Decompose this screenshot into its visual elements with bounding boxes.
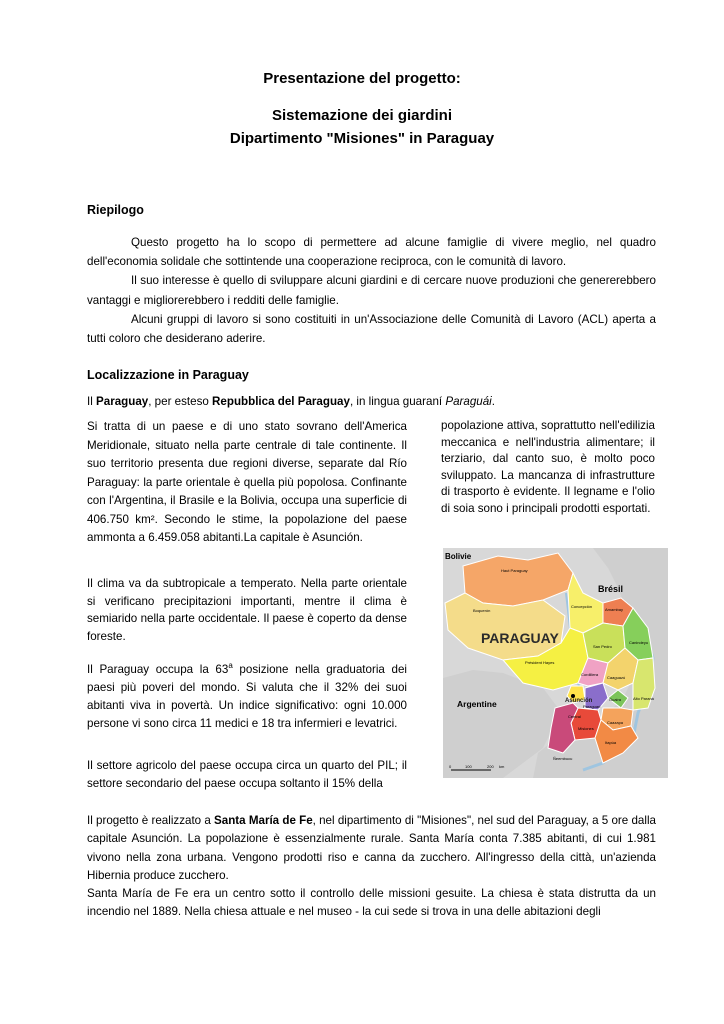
santa-maria-section [87, 812, 656, 922]
paraguay-map [443, 548, 668, 778]
map-dept-label: Caaguazú [607, 675, 626, 680]
left-column-paragraph-2: Il clima va da subtropicale a temperato. Nella parte orientale si verificano precipitazioni importanti, mentre il clima è semiarido nella parte occidentale. Il paese è coperto da dense foreste. [87, 577, 407, 644]
map-label-bresil: Brésil [598, 584, 624, 594]
map-dept-label: Misiones [578, 726, 594, 731]
map-dept-label: Itapúa [605, 740, 617, 745]
map-label-asuncion: Asunción [565, 698, 593, 704]
localizzazione-heading: Localizzazione in Paraguay [87, 368, 249, 382]
map-dept-label: Concepción [571, 604, 593, 609]
map-dept-label: Cordillera [581, 672, 599, 677]
map-dept-label: Central [568, 714, 581, 719]
intro-text: , in lingua guaraní [349, 395, 446, 408]
santa-maria-paragraph-1 [87, 812, 656, 885]
map-scale-label-200: 200 [487, 764, 494, 769]
title-line-1: Presentazione del progetto: [263, 70, 461, 87]
riepilogo-body [87, 233, 656, 348]
map-dept-label: Caazapa [607, 720, 624, 725]
left-column-paragraph-4: Il settore agricolo del paese occupa circa un quarto del PIL; il settore secondario del paese occupa soltanto il 15% della [87, 759, 407, 790]
left-column-paragraph-3 [87, 657, 407, 733]
map-label-paraguay: PARAGUAY [481, 630, 559, 646]
riepilogo-paragraph-3: Alcuni gruppi di lavoro si sono costituiti in un'Associazione delle Comunità di Lavoro (ACL) aperta a tutti coloro che desiderano aderire. [87, 312, 656, 346]
paraguay-intro [87, 392, 656, 411]
paraguay-map-svg [443, 548, 668, 778]
intro-italic-paraguai: Paraguái [445, 395, 492, 408]
bold-santa-maria: Santa María de Fe [214, 814, 313, 827]
right-column-paragraph: popolazione attiva, soprattutto nell'edilizia meccanica e nell'industria alimentare; il terziario, dal canto suo, è molto poco sviluppato. La mancanza di infrastrutture di trasporto è evidente. Il legname e l'olio di soia sono i principali prodotti esportati. [441, 419, 655, 515]
intro-bold-paraguay: Paraguay [96, 395, 149, 408]
intro-bold-repubblica: Repubblica del Paraguay [212, 395, 350, 408]
map-dept-label: Boquerón [473, 608, 491, 613]
map-dept-label: Alto Paraná [633, 696, 654, 701]
map-dept-label: Ñeembucu [553, 756, 573, 761]
intro-text: , per esteso [148, 395, 213, 408]
map-scale-label-100: 100 [465, 764, 472, 769]
map-label-argentine: Argentine [457, 699, 497, 709]
map-dept-label: Paraguari [583, 704, 601, 709]
title-line-2: Sistemazione dei giardini [271, 107, 453, 124]
text-fragment: posizione nella graduatoria dei paesi più poveri del mondo. Si valuta che il 32% dei suoi abitanti viva in povertà. Un indice significativo: ogni 10.000 persone vi sono circa 11 medici e 18 tra infermieri e levatrici. [87, 662, 407, 730]
map-dept-label: Amambay [605, 607, 624, 612]
riepilogo-heading: Riepilogo [87, 203, 144, 217]
text-fragment: Il Paraguay occupa la 63 [87, 662, 229, 676]
riepilogo-paragraph-1: Questo progetto ha lo scopo di permettere ad alcune famiglie di vivere meglio, nel quadro dell'economia solidale che sottintende una cooperazione reciproca, con le comunità di lavoro. [87, 236, 656, 269]
map-dept-label: Haut Paraguay [501, 568, 528, 573]
map-label-bolivie: Bolivie [445, 552, 472, 561]
intro-text: Il [87, 395, 97, 408]
title-line-3: Dipartimento "Misiones" in Paraguay [229, 130, 495, 147]
map-dept-label: Président Hayes [525, 660, 555, 665]
left-column-paragraph-1: Si tratta di un paese e di uno stato sovrano dell'America Meridionale, situato nella parte centrale di tale continente. Il suo territorio presenta due regioni diverse, separate dal Río Paraguay: la parte orientale è quella più popolosa. Confinante con l'Argentina, il Brasile e la Bolivia, occupa una superficie di 406.750 km². Secondo le stime, la popolazione del paese ammonta a 6.459.058 abitanti.La capitale è Asunción. [87, 420, 407, 544]
text-fragment: Il progetto è realizzato a [87, 814, 215, 827]
map-scale-label-0: 0 [449, 764, 452, 769]
map-capital-marker [571, 694, 575, 698]
text-fragment: , nel dipartimento di "Misiones", nel sud del Paraguay, a 5 ore dalla capitale Asunción. La popolazione è essenzialmente rurale. Santa María conta 7.385 abitanti, di cui 1.981 vivono nella zona urbana. Vengono prodotti riso e canna da zucchero. All'ingresso della città, un'azienda Hibernia produce zucchero. [87, 814, 656, 882]
riepilogo-paragraph-2: Il suo interesse è quello di sviluppare alcuni giardini e di cercare nuove produzioni che genererebbero vantaggi e migliorerebbero i redditi delle famiglie. [87, 274, 656, 307]
superscript: a [228, 661, 233, 670]
intro-text: . [491, 395, 495, 408]
map-scale-unit: km [499, 764, 505, 769]
map-dept-label: Canindeyu [629, 640, 649, 645]
map-dept-label: San Pedro [593, 644, 612, 649]
map-dept-label: Guaira [609, 697, 622, 702]
santa-maria-paragraph-2: Santa María de Fe era un centro sotto il controllo delle missioni gesuite. La chiesa è stata distrutta da un incendio nel 1889. Nella chiesa attuale e nel museo - la cui sede si trova in una delle abitazioni degli [87, 887, 656, 919]
